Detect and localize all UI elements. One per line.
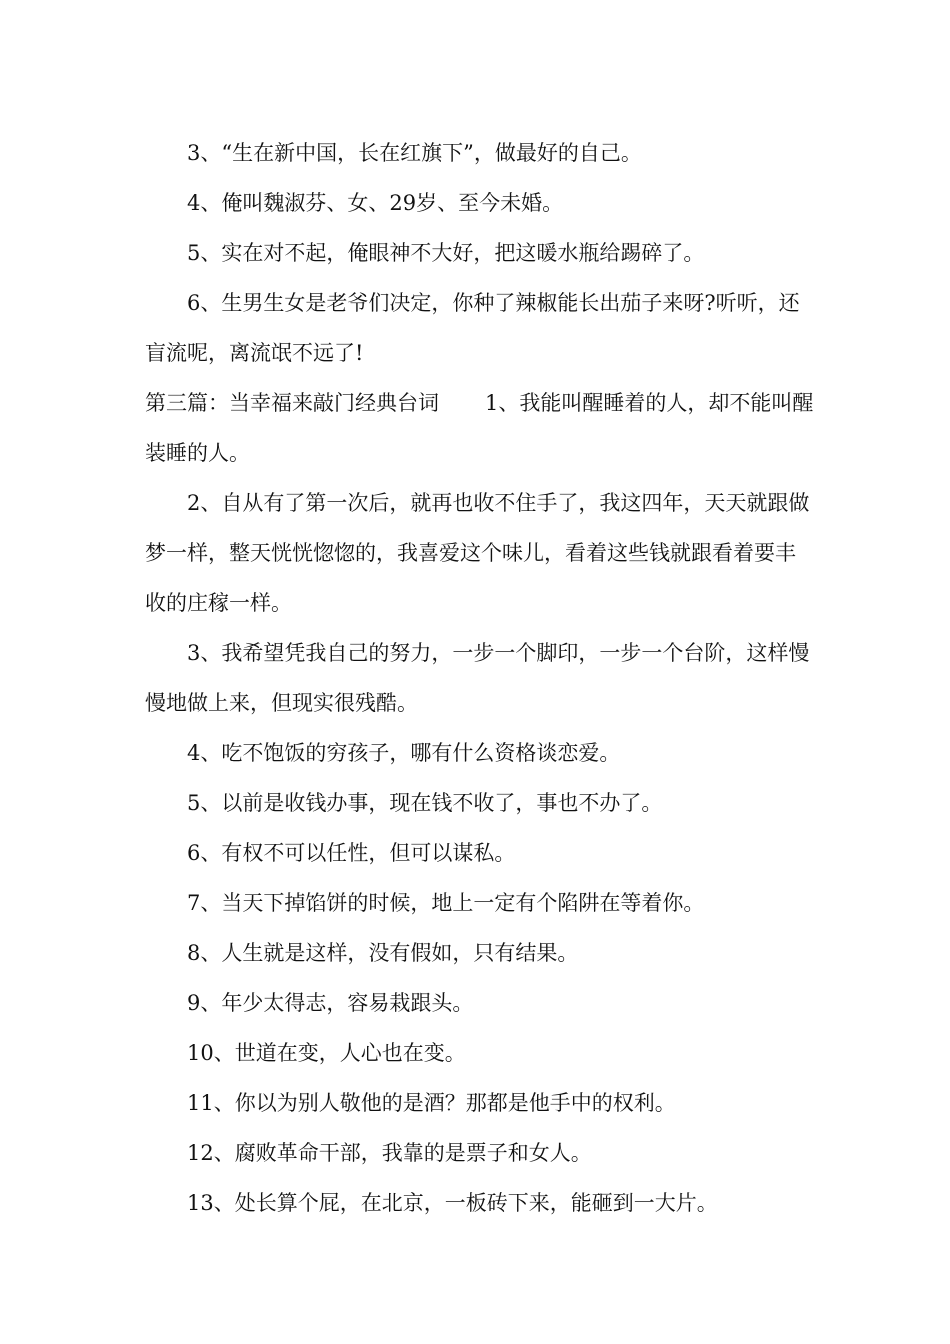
paragraph-item-3: 3、我希望凭我自己的努力，一步一个脚印，一步一个台阶，这样慢慢地做上来，但现实很残酷。: [145, 641, 810, 715]
paragraph-item-5: 5、以前是收钱办事，现在钱不收了，事也不办了。: [187, 791, 663, 815]
section-heading-line: [145, 378, 815, 478]
paragraph-quote-5: 5、实在对不起，俺眼神不大好，把这暖水瓶给踢碎了。: [187, 241, 705, 265]
paragraph-item-9: 9、年少太得志，容易栽跟头。: [187, 991, 474, 1015]
paragraph-quote-4: 4、俺叫魏淑芬、女、29岁、至今未婚。: [187, 191, 564, 215]
paragraph-item-7: 7、当天下掉馅饼的时候，地上一定有个陷阱在等着你。: [187, 891, 705, 915]
document-body: [145, 128, 815, 1228]
paragraph-item-2: 2、自从有了第一次后，就再也收不住手了，我这四年，天天就跟做梦一样，整天恍恍惚惚的，我喜爱这个味儿，看着这些钱就跟看着要丰收的庄稼一样。: [145, 491, 810, 615]
paragraph-item-4: 4、吃不饱饭的穷孩子，哪有什么资格谈恋爱。: [187, 741, 621, 765]
paragraph-item-12: 12、腐败革命干部，我靠的是票子和女人。: [187, 1141, 592, 1165]
paragraph-quote-3: 3、“生在新中国，长在红旗下”，做最好的自己。: [187, 141, 642, 165]
paragraph-item-6: 6、有权不可以任性，但可以谋私。: [187, 841, 516, 865]
section-heading: 第三篇：当幸福来敲门经典台词: [145, 391, 439, 415]
paragraph-item-13: 13、处长算个屁，在北京，一板砖下来，能砸到一大片。: [187, 1191, 718, 1215]
paragraph-quote-6: 6、生男生女是老爷们决定，你种了辣椒能长出茄子来呀?听听，还盲流呢，离流氓不远了!: [145, 291, 800, 365]
paragraph-item-8: 8、人生就是这样，没有假如，只有结果。: [187, 941, 579, 965]
paragraph-item-10: 10、世道在变，人心也在变。: [187, 1041, 466, 1065]
paragraph-item-11: 11、你以为别人敬他的是酒？那都是他手中的权利。: [187, 1091, 676, 1115]
section-first-item: 1、我能叫醒睡着的人，却不能叫醒装睡的人。: [145, 391, 814, 465]
